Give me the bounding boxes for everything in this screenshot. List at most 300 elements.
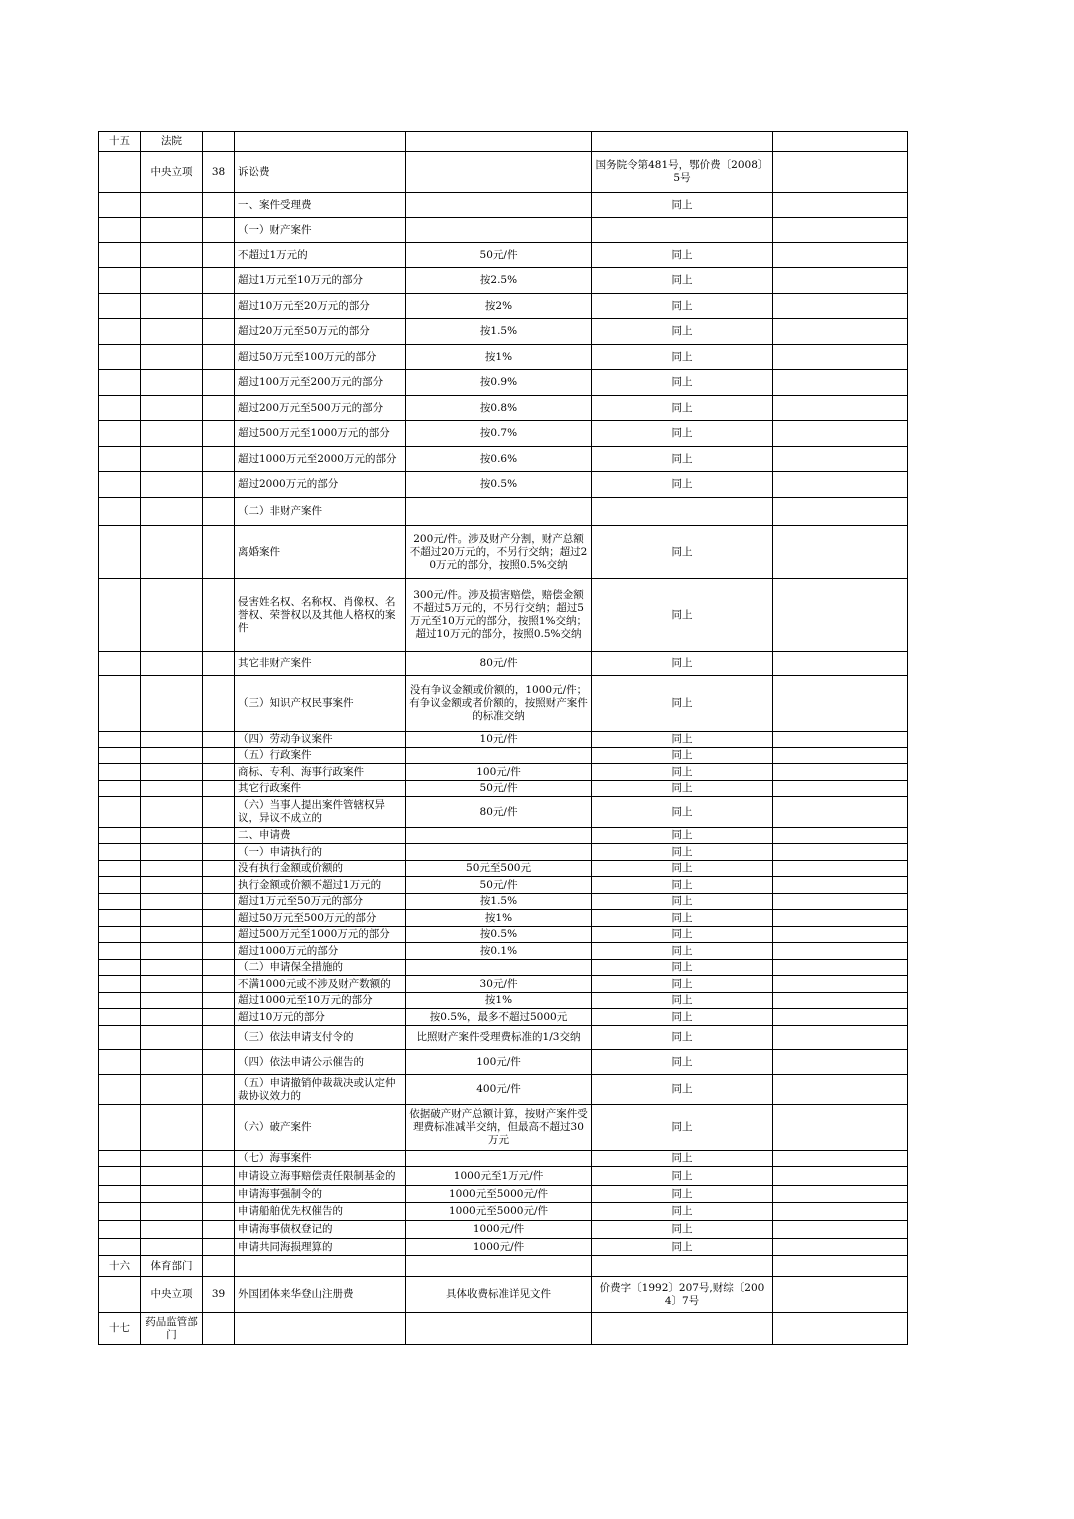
fee-standard-cell — [406, 828, 592, 844]
fee-item-cell: 诉讼费 — [235, 152, 406, 193]
blank-cell — [773, 764, 908, 781]
item-number-cell — [203, 421, 235, 447]
basis-document-cell: 同上 — [592, 579, 773, 652]
fee-standard-cell: 10元/件 — [406, 732, 592, 748]
fee-standard-cell: 1000元至5000元/件 — [406, 1186, 592, 1203]
section-number-cell — [99, 268, 141, 294]
table-row — [99, 1221, 908, 1239]
table-row — [99, 421, 908, 447]
blank-cell — [773, 1256, 908, 1277]
fee-standard-cell: 按2% — [406, 294, 592, 319]
department-cell — [141, 894, 203, 910]
item-number-cell — [203, 447, 235, 472]
section-number-cell — [99, 993, 141, 1009]
section-number-cell — [99, 764, 141, 781]
fee-item-cell: 申请共同海损理算的 — [235, 1239, 406, 1256]
table-row — [99, 1256, 908, 1277]
blank-cell — [773, 1221, 908, 1239]
fee-standard-cell: 按1% — [406, 345, 592, 370]
item-number-cell — [203, 960, 235, 976]
blank-cell — [773, 1151, 908, 1167]
table-row — [99, 960, 908, 976]
section-number-cell — [99, 732, 141, 748]
table-row — [99, 676, 908, 732]
section-number-cell — [99, 319, 141, 345]
department-cell — [141, 345, 203, 370]
fee-item-cell: 离婚案件 — [235, 526, 406, 579]
fee-standard-cell: 按1.5% — [406, 894, 592, 910]
blank-cell — [773, 732, 908, 748]
fee-item-cell — [235, 132, 406, 152]
fee-standard-cell — [406, 844, 592, 861]
section-number-cell — [99, 1186, 141, 1203]
fee-item-cell: （二）非财产案件 — [235, 498, 406, 526]
section-number-cell — [99, 243, 141, 268]
item-number-cell — [203, 781, 235, 797]
section-number-cell — [99, 828, 141, 844]
department-cell: 中央立项 — [141, 152, 203, 193]
fee-standard-cell: 80元/件 — [406, 797, 592, 828]
basis-document-cell: 同上 — [592, 396, 773, 421]
item-number-cell — [203, 976, 235, 993]
blank-cell — [773, 861, 908, 877]
blank-cell — [773, 1105, 908, 1151]
fee-item-cell: 超过50万元至500万元的部分 — [235, 910, 406, 927]
fee-table — [98, 131, 908, 1345]
basis-document-cell: 同上 — [592, 1026, 773, 1050]
section-number-cell — [99, 943, 141, 960]
blank-cell — [773, 748, 908, 764]
table-row — [99, 370, 908, 396]
department-cell — [141, 652, 203, 676]
item-number-cell — [203, 370, 235, 396]
table-row — [99, 396, 908, 421]
fee-standard-cell: 按0.6% — [406, 447, 592, 472]
table-row — [99, 652, 908, 676]
fee-item-cell: （五）行政案件 — [235, 748, 406, 764]
section-number-cell — [99, 1050, 141, 1075]
fee-standard-cell: 200元/件。涉及财产分割，财产总额不超过20万元的，不另行交纳；超过20万元的部分，按照0.5%交纳 — [406, 526, 592, 579]
fee-item-cell: 超过100万元至200万元的部分 — [235, 370, 406, 396]
fee-standard-cell: 50元/件 — [406, 877, 592, 894]
item-number-cell — [203, 797, 235, 828]
basis-document-cell: 同上 — [592, 370, 773, 396]
fee-standard-cell: 1000元/件 — [406, 1221, 592, 1239]
fee-standard-cell: 1000元至5000元/件 — [406, 1203, 592, 1221]
item-number-cell — [203, 218, 235, 243]
section-number-cell — [99, 797, 141, 828]
item-number-cell — [203, 268, 235, 294]
section-number-cell — [99, 1009, 141, 1026]
basis-document-cell: 同上 — [592, 797, 773, 828]
item-number-cell — [203, 132, 235, 152]
blank-cell — [773, 579, 908, 652]
item-number-cell — [203, 993, 235, 1009]
fee-standard-cell: 按1% — [406, 993, 592, 1009]
table-row — [99, 797, 908, 828]
item-number-cell: 39 — [203, 1277, 235, 1313]
fee-item-cell: 一、案件受理费 — [235, 193, 406, 218]
item-number-cell — [203, 526, 235, 579]
fee-item-cell: 申请海事债权登记的 — [235, 1221, 406, 1239]
fee-standard-cell: 1000元/件 — [406, 1239, 592, 1256]
fee-item-cell: 超过500万元至1000万元的部分 — [235, 927, 406, 943]
fee-standard-cell: 按0.8% — [406, 396, 592, 421]
fee-standard-cell — [406, 152, 592, 193]
fee-item-cell: 超过20万元至50万元的部分 — [235, 319, 406, 345]
fee-standard-cell: 400元/件 — [406, 1075, 592, 1105]
table-row — [99, 1026, 908, 1050]
department-cell — [141, 243, 203, 268]
basis-document-cell: 同上 — [592, 732, 773, 748]
basis-document-cell: 同上 — [592, 861, 773, 877]
fee-item-cell: 二、申请费 — [235, 828, 406, 844]
fee-item-cell: 申请海事强制令的 — [235, 1186, 406, 1203]
department-cell — [141, 877, 203, 894]
department-cell — [141, 1151, 203, 1167]
fee-item-cell: 外国团体来华登山注册费 — [235, 1277, 406, 1313]
blank-cell — [773, 1239, 908, 1256]
fee-standard-cell — [406, 193, 592, 218]
department-cell — [141, 396, 203, 421]
department-cell — [141, 861, 203, 877]
blank-cell — [773, 877, 908, 894]
fee-standard-cell: 按0.7% — [406, 421, 592, 447]
department-cell — [141, 943, 203, 960]
department-cell — [141, 447, 203, 472]
table-row — [99, 345, 908, 370]
blank-cell — [773, 396, 908, 421]
item-number-cell: 38 — [203, 152, 235, 193]
item-number-cell — [203, 1075, 235, 1105]
department-cell — [141, 960, 203, 976]
fee-item-cell — [235, 1256, 406, 1277]
fee-item-cell: 超过1万元至10万元的部分 — [235, 268, 406, 294]
section-number-cell — [99, 1075, 141, 1105]
item-number-cell — [203, 877, 235, 894]
fee-item-cell: 其它非财产案件 — [235, 652, 406, 676]
table-row — [99, 781, 908, 797]
section-number-cell — [99, 1167, 141, 1186]
department-cell — [141, 579, 203, 652]
fee-item-cell: （六）当事人提出案件管辖权异议，异议不成立的 — [235, 797, 406, 828]
blank-cell — [773, 193, 908, 218]
table-row — [99, 447, 908, 472]
basis-document-cell: 同上 — [592, 943, 773, 960]
department-cell — [141, 676, 203, 732]
fee-standard-cell — [406, 1256, 592, 1277]
fee-item-cell: 没有执行金额或价额的 — [235, 861, 406, 877]
basis-document-cell: 同上 — [592, 1151, 773, 1167]
item-number-cell — [203, 1203, 235, 1221]
section-number-cell — [99, 976, 141, 993]
section-number-cell — [99, 472, 141, 498]
table-row — [99, 1277, 908, 1313]
fee-item-cell: 不满1000元或不涉及财产数额的 — [235, 976, 406, 993]
section-number-cell — [99, 498, 141, 526]
table-row — [99, 1009, 908, 1026]
fee-standard-cell: 50元/件 — [406, 781, 592, 797]
table-row — [99, 943, 908, 960]
fee-item-cell: 超过1000元至10万元的部分 — [235, 993, 406, 1009]
blank-cell — [773, 498, 908, 526]
basis-document-cell: 同上 — [592, 844, 773, 861]
table-row — [99, 976, 908, 993]
basis-document-cell: 同上 — [592, 1050, 773, 1075]
blank-cell — [773, 943, 908, 960]
blank-cell — [773, 1203, 908, 1221]
department-cell — [141, 748, 203, 764]
blank-cell — [773, 894, 908, 910]
table-row — [99, 132, 908, 152]
fee-standard-cell: 依据破产财产总额计算，按财产案件受理费标准减半交纳，但最高不超过30万元 — [406, 1105, 592, 1151]
fee-item-cell: （二）申请保全措施的 — [235, 960, 406, 976]
basis-document-cell: 同上 — [592, 345, 773, 370]
basis-document-cell: 同上 — [592, 877, 773, 894]
department-cell — [141, 797, 203, 828]
fee-item-cell: （七）海事案件 — [235, 1151, 406, 1167]
department-cell — [141, 844, 203, 861]
department-cell — [141, 927, 203, 943]
basis-document-cell: 同上 — [592, 960, 773, 976]
table-row — [99, 1186, 908, 1203]
item-number-cell — [203, 943, 235, 960]
item-number-cell — [203, 764, 235, 781]
basis-document-cell: 同上 — [592, 1009, 773, 1026]
item-number-cell — [203, 294, 235, 319]
fee-standard-cell: 按2.5% — [406, 268, 592, 294]
blank-cell — [773, 152, 908, 193]
fee-standard-cell: 1000元至1万元/件 — [406, 1167, 592, 1186]
table-row — [99, 526, 908, 579]
fee-standard-cell: 按1% — [406, 910, 592, 927]
fee-standard-cell: 按0.9% — [406, 370, 592, 396]
fee-item-cell: （五）申请撤销仲裁裁决或认定仲裁协议效力的 — [235, 1075, 406, 1105]
section-number-cell — [99, 152, 141, 193]
section-number-cell — [99, 652, 141, 676]
fee-standard-cell: 100元/件 — [406, 764, 592, 781]
basis-document-cell: 同上 — [592, 748, 773, 764]
table-row — [99, 218, 908, 243]
fee-standard-cell — [406, 132, 592, 152]
item-number-cell — [203, 652, 235, 676]
blank-cell — [773, 243, 908, 268]
fee-item-cell: （一）财产案件 — [235, 218, 406, 243]
blank-cell — [773, 797, 908, 828]
item-number-cell — [203, 894, 235, 910]
table-row — [99, 498, 908, 526]
blank-cell — [773, 828, 908, 844]
blank-cell — [773, 319, 908, 345]
department-cell — [141, 526, 203, 579]
department-cell — [141, 910, 203, 927]
blank-cell — [773, 1075, 908, 1105]
item-number-cell — [203, 748, 235, 764]
blank-cell — [773, 1277, 908, 1313]
basis-document-cell — [592, 218, 773, 243]
basis-document-cell: 同上 — [592, 472, 773, 498]
section-number-cell — [99, 1026, 141, 1050]
item-number-cell — [203, 1239, 235, 1256]
item-number-cell — [203, 1105, 235, 1151]
department-cell — [141, 828, 203, 844]
fee-item-cell: 超过500万元至1000万元的部分 — [235, 421, 406, 447]
item-number-cell — [203, 676, 235, 732]
department-cell — [141, 1075, 203, 1105]
item-number-cell — [203, 243, 235, 268]
basis-document-cell: 价费字〔1992〕207号,财综〔2004〕7号 — [592, 1277, 773, 1313]
basis-document-cell: 同上 — [592, 764, 773, 781]
item-number-cell — [203, 1167, 235, 1186]
section-number-cell — [99, 526, 141, 579]
basis-document-cell: 同上 — [592, 1239, 773, 1256]
item-number-cell — [203, 828, 235, 844]
fee-item-cell: 执行金额或价额不超过1万元的 — [235, 877, 406, 894]
section-number-cell — [99, 345, 141, 370]
blank-cell — [773, 1026, 908, 1050]
fee-standard-cell — [406, 1313, 592, 1345]
basis-document-cell: 同上 — [592, 193, 773, 218]
basis-document-cell: 同上 — [592, 1167, 773, 1186]
blank-cell — [773, 526, 908, 579]
basis-document-cell — [592, 1313, 773, 1345]
item-number-cell — [203, 1256, 235, 1277]
blank-cell — [773, 976, 908, 993]
section-number-cell — [99, 676, 141, 732]
department-cell — [141, 1026, 203, 1050]
section-number-cell — [99, 910, 141, 927]
table-row — [99, 828, 908, 844]
fee-item-cell: 超过2000万元的部分 — [235, 472, 406, 498]
department-cell — [141, 1009, 203, 1026]
basis-document-cell: 同上 — [592, 1221, 773, 1239]
section-number-cell — [99, 1277, 141, 1313]
blank-cell — [773, 268, 908, 294]
table-row — [99, 1313, 908, 1345]
basis-document-cell: 同上 — [592, 1203, 773, 1221]
basis-document-cell: 同上 — [592, 1105, 773, 1151]
blank-cell — [773, 927, 908, 943]
department-cell — [141, 1105, 203, 1151]
department-cell — [141, 1203, 203, 1221]
fee-standard-cell: 50元/件 — [406, 243, 592, 268]
blank-cell — [773, 781, 908, 797]
item-number-cell — [203, 1026, 235, 1050]
department-cell: 体育部门 — [141, 1256, 203, 1277]
section-number-cell — [99, 960, 141, 976]
fee-standard-cell: 按1.5% — [406, 319, 592, 345]
department-cell — [141, 472, 203, 498]
fee-item-cell: 超过1000万元至2000万元的部分 — [235, 447, 406, 472]
section-number-cell — [99, 421, 141, 447]
basis-document-cell: 同上 — [592, 1075, 773, 1105]
fee-item-cell: 超过1000万元的部分 — [235, 943, 406, 960]
basis-document-cell: 同上 — [592, 268, 773, 294]
table-row — [99, 1203, 908, 1221]
fee-item-cell: 超过50万元至100万元的部分 — [235, 345, 406, 370]
table-row — [99, 927, 908, 943]
department-cell — [141, 764, 203, 781]
item-number-cell — [203, 910, 235, 927]
fee-standard-cell: 比照财产案件受理费标准的1/3交纳 — [406, 1026, 592, 1050]
fee-item-cell: 不超过1万元的 — [235, 243, 406, 268]
blank-cell — [773, 447, 908, 472]
fee-item-cell: （三）知识产权民事案件 — [235, 676, 406, 732]
fee-standard-cell — [406, 498, 592, 526]
basis-document-cell — [592, 498, 773, 526]
fee-standard-cell: 100元/件 — [406, 1050, 592, 1075]
section-number-cell — [99, 294, 141, 319]
fee-item-cell — [235, 1313, 406, 1345]
fee-standard-cell — [406, 748, 592, 764]
fee-standard-cell: 30元/件 — [406, 976, 592, 993]
table-row — [99, 1105, 908, 1151]
department-cell — [141, 993, 203, 1009]
fee-standard-cell: 按0.5%，最多不超过5000元 — [406, 1009, 592, 1026]
basis-document-cell: 同上 — [592, 993, 773, 1009]
item-number-cell — [203, 927, 235, 943]
fee-standard-cell: 按0.1% — [406, 943, 592, 960]
table-row — [99, 268, 908, 294]
basis-document-cell: 同上 — [592, 927, 773, 943]
table-row — [99, 1239, 908, 1256]
blank-cell — [773, 472, 908, 498]
table-row — [99, 910, 908, 927]
basis-document-cell: 同上 — [592, 652, 773, 676]
fee-standard-cell — [406, 1151, 592, 1167]
section-number-cell — [99, 1203, 141, 1221]
section-number-cell: 十五 — [99, 132, 141, 152]
section-number-cell — [99, 1151, 141, 1167]
item-number-cell — [203, 861, 235, 877]
blank-cell — [773, 345, 908, 370]
fee-item-cell: （三）依法申请支付令的 — [235, 1026, 406, 1050]
blank-cell — [773, 960, 908, 976]
fee-item-cell: （四）依法申请公示催告的 — [235, 1050, 406, 1075]
item-number-cell — [203, 579, 235, 652]
department-cell — [141, 1239, 203, 1256]
basis-document-cell: 同上 — [592, 828, 773, 844]
basis-document-cell: 同上 — [592, 447, 773, 472]
item-number-cell — [203, 844, 235, 861]
item-number-cell — [203, 345, 235, 370]
blank-cell — [773, 844, 908, 861]
table-row — [99, 294, 908, 319]
item-number-cell — [203, 1186, 235, 1203]
table-row — [99, 243, 908, 268]
department-cell — [141, 218, 203, 243]
item-number-cell — [203, 319, 235, 345]
department-cell — [141, 268, 203, 294]
fee-standard-cell: 300元/件。涉及损害赔偿，赔偿金额不超过5万元的，不另行交纳；超过5万元至10万元的部分，按照1%交纳；超过10万元的部分，按照0.5%交纳 — [406, 579, 592, 652]
department-cell — [141, 193, 203, 218]
table-row — [99, 764, 908, 781]
item-number-cell — [203, 1050, 235, 1075]
basis-document-cell: 同上 — [592, 976, 773, 993]
table-row — [99, 1151, 908, 1167]
item-number-cell — [203, 396, 235, 421]
department-cell: 药品监管部门 — [141, 1313, 203, 1345]
department-cell — [141, 421, 203, 447]
blank-cell — [773, 421, 908, 447]
blank-cell — [773, 1009, 908, 1026]
basis-document-cell: 同上 — [592, 421, 773, 447]
section-number-cell — [99, 579, 141, 652]
table-row — [99, 877, 908, 894]
section-number-cell — [99, 1221, 141, 1239]
basis-document-cell — [592, 132, 773, 152]
table-row — [99, 579, 908, 652]
